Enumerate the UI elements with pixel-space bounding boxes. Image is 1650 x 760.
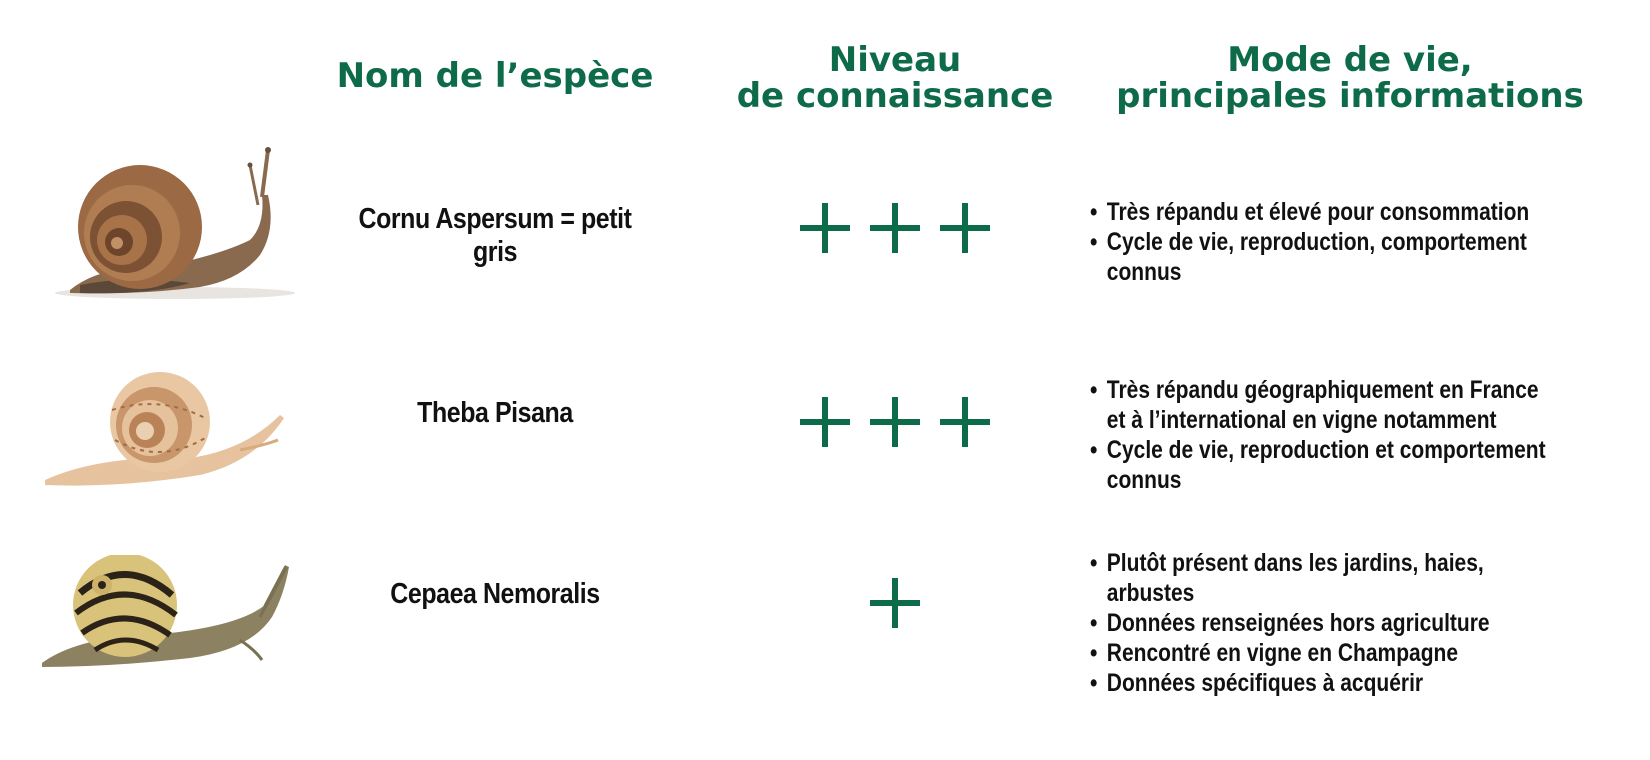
- species-row-cepaea-nemoralis: [0, 549, 1650, 697]
- plus-icon: [800, 397, 850, 447]
- info-item: • Cycle de vie, reproduction, comportement connus: [1090, 227, 1560, 287]
- plus-icon: [870, 397, 920, 447]
- knowledge-level-indicator: [720, 203, 1070, 253]
- info-item: • Rencontré en vigne en Champagne: [1090, 638, 1560, 668]
- brown-garden-snail-image: [40, 145, 300, 305]
- species-name: Cepaea Nemoralis: [390, 578, 600, 610]
- info-item: • Très répandu et élevé pour consommation: [1090, 197, 1560, 227]
- plus-icon: [800, 203, 850, 253]
- plus-icon: [870, 578, 920, 628]
- info-item: • Données renseignées hors agriculture: [1090, 608, 1560, 638]
- column-header-species-name: Nom de l’espèce: [336, 56, 654, 96]
- column-header-knowledge-level: Niveau de connaissance: [736, 40, 1054, 116]
- info-list: [1090, 197, 1560, 287]
- info-item: • Très répandu géographiquement en France et à l’international en vigne notamment: [1090, 375, 1560, 435]
- info-item: • Données spécifiques à acquérir: [1090, 668, 1560, 698]
- knowledge-level-indicator: [720, 397, 1070, 447]
- info-list: [1090, 548, 1560, 698]
- species-name: Theba Pisana: [417, 397, 573, 429]
- species-row-theba-pisana: [0, 370, 1650, 494]
- plus-icon: [870, 203, 920, 253]
- species-row-cornu-aspersum: [0, 145, 1650, 305]
- plus-icon: [940, 203, 990, 253]
- info-item: • Cycle de vie, reproduction et comportement connus: [1090, 435, 1560, 495]
- white-banded-snail-image: [40, 370, 300, 490]
- info-item: • Plutôt présent dans les jardins, haies, arbustes: [1090, 548, 1560, 608]
- info-list: [1090, 375, 1560, 495]
- knowledge-level-indicator: [720, 578, 1070, 628]
- column-header-lifestyle-info: Mode de vie, principales informations: [1116, 40, 1584, 116]
- grove-snail-image: [40, 555, 300, 675]
- species-name: Cornu Aspersum = petit gris: [358, 203, 632, 268]
- plus-icon: [940, 397, 990, 447]
